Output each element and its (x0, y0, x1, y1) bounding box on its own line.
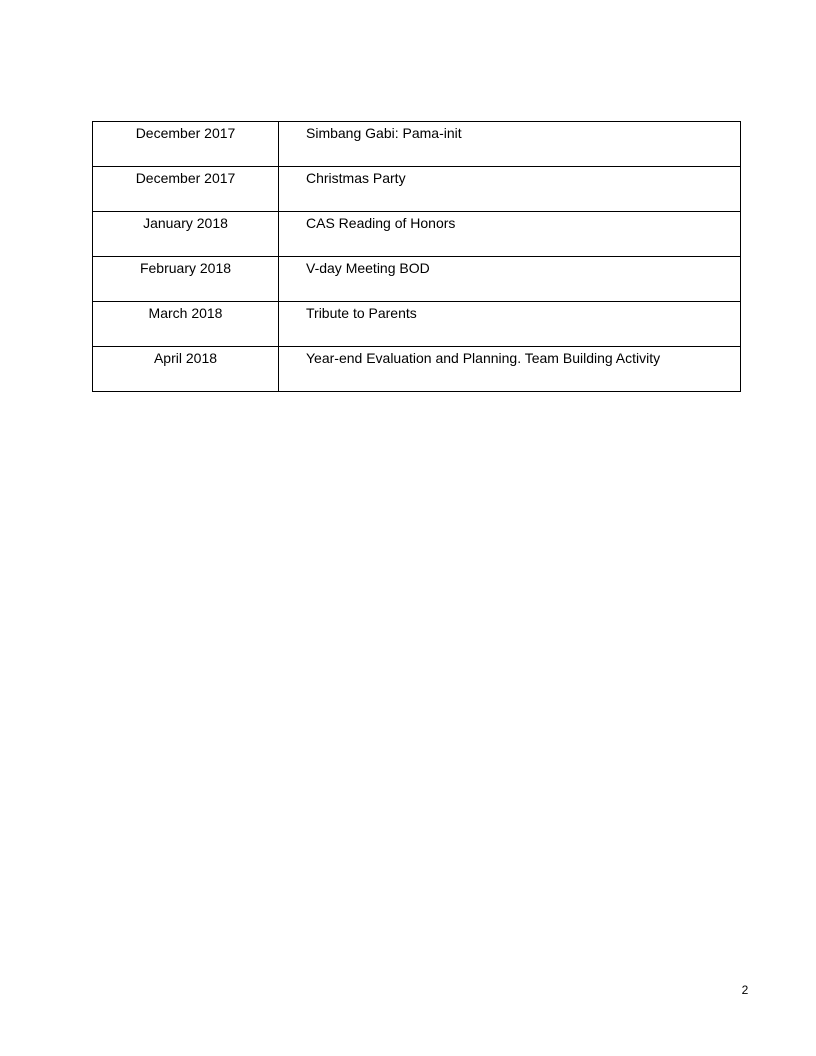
table-row (93, 302, 741, 347)
date-cell: February 2018 (93, 257, 279, 302)
table-row (93, 122, 741, 167)
date-cell: April 2018 (93, 347, 279, 392)
date-cell: December 2017 (93, 167, 279, 212)
event-cell: Christmas Party (279, 167, 741, 212)
event-cell: Tribute to Parents (279, 302, 741, 347)
table-row (93, 257, 741, 302)
event-cell: CAS Reading of Honors (279, 212, 741, 257)
activity-schedule-table (92, 121, 741, 392)
date-cell: January 2018 (93, 212, 279, 257)
table-row (93, 167, 741, 212)
event-cell: Simbang Gabi: Pama-init (279, 122, 741, 167)
table-row (93, 347, 741, 392)
date-cell: December 2017 (93, 122, 279, 167)
page-number: 2 (741, 983, 749, 997)
event-cell: Year-end Evaluation and Planning. Team Building Activity (279, 347, 741, 392)
date-cell: March 2018 (93, 302, 279, 347)
event-cell: V-day Meeting BOD (279, 257, 741, 302)
table-row (93, 212, 741, 257)
